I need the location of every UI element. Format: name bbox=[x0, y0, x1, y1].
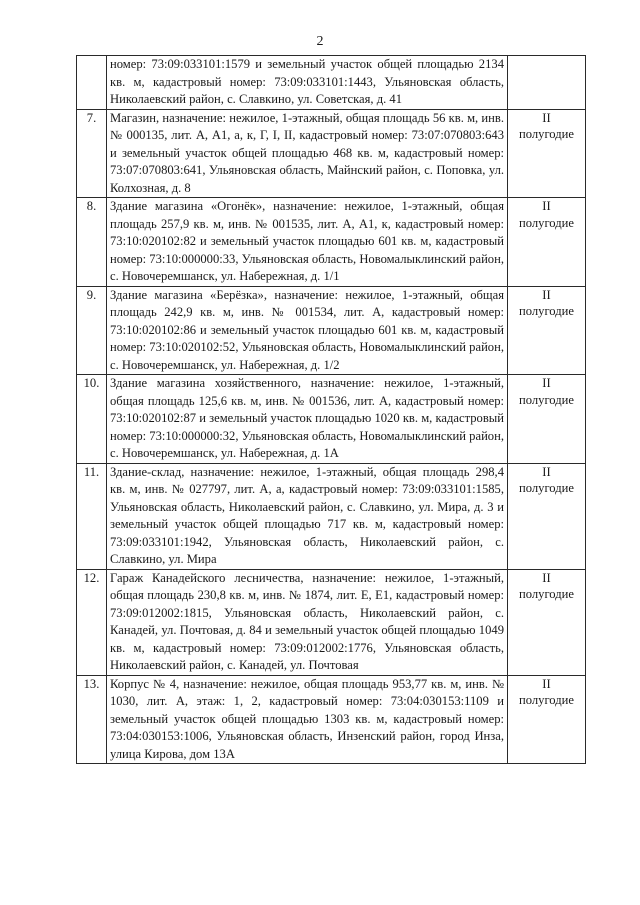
row-description: Корпус № 4, назначение: нежилое, общая площадь 953,77 кв. м, инв. № 1030, лит. А, этаж: 1, 2, кадастровый номер: 73:04:030153:1109 и земельный участок общей площадью 1303 кв. м, кадастровый номер: 73:04:030153:1006, Ульяновская область, Инзенский район, город Инза, улица Кирова, дом 13А bbox=[107, 675, 508, 764]
row-period bbox=[508, 286, 586, 375]
row-description: Здание магазина «Берёзка», назначение: нежилое, 1-этажный, общая площадь 242,9 кв. м, инв. № 001534, лит. А, кадастровый номер: 73:10:020102:86 и земельный участок площадью 601 кв. м, кадастровый номер: 73:10:020102:52, Ульяновская область, Новомалыклинский район, с. Новочеремшанск, ул. Набережная, д. 1/2 bbox=[107, 286, 508, 375]
page-number: 2 bbox=[316, 34, 324, 49]
row-number: 11. bbox=[77, 463, 107, 569]
row-period bbox=[508, 56, 586, 110]
period-label: полугодие bbox=[519, 127, 574, 141]
period-label: полугодие bbox=[519, 693, 574, 707]
table-row bbox=[77, 198, 586, 287]
row-period bbox=[508, 675, 586, 764]
row-number: 7. bbox=[77, 109, 107, 198]
period-half: II bbox=[542, 287, 551, 302]
row-period bbox=[508, 375, 586, 464]
period-half: II bbox=[542, 199, 551, 213]
table-row bbox=[77, 109, 586, 198]
table-row bbox=[77, 463, 586, 569]
table-row bbox=[77, 286, 586, 375]
row-number: 8. bbox=[77, 198, 107, 287]
row-number: 9. bbox=[77, 286, 107, 375]
row-description: Здание-склад, назначение: нежилое, 1-этажный, общая площадь 298,4 кв. м, инв. № 027797, лит. А, а, кадастровый номер: 73:09:033101:1585, Ульяновская область, Николаевский район, с. Славкино, ул. Мира, д. 3 и земельный участок общей площадью 717 кв. м, кадастровый номер: 73:09:033101:1942, Ульяновская область, Николаевский район, с. Славкино, ул. Мира bbox=[107, 463, 508, 569]
row-number: 10. bbox=[77, 375, 107, 464]
period-label: полугодие bbox=[519, 392, 574, 407]
period-half: II bbox=[542, 570, 551, 585]
row-description: Гараж Канадейского лесничества, назначение: нежилое, 1-этажный, общая площадь 230,8 кв. м, инв. № 1874, лит. Е, Е1, кадастровый номер: 73:09:012002:1815, Ульяновская область, Николаевский район, с. Канадей, ул. Почтовая, д. 84 и земельный участок общей площадью 1049 кв. м, кадастровый номер: 73:09:012002:1776, Ульяновская область, Николаевский район, с. Канадей, ул. Почтовая bbox=[107, 569, 508, 675]
period-half: II bbox=[542, 376, 551, 390]
row-period bbox=[508, 198, 586, 287]
period-half: II bbox=[542, 110, 551, 125]
row-period bbox=[508, 463, 586, 569]
table-row bbox=[77, 569, 586, 675]
row-number: 12. bbox=[77, 569, 107, 675]
period-half: II bbox=[542, 676, 551, 691]
table-row bbox=[77, 375, 586, 464]
period-half: II bbox=[542, 464, 551, 479]
row-description: Здание магазина хозяйственного, назначение: нежилое, 1-этажный, общая площадь 125,6 кв. м, инв. № 001536, лит. А, кадастровый номер: 73:10:020102:87 и земельный участок площадью 1020 кв. м, кадастровый номер: 73:10:000000:32, Ульяновская область, Новомалыклинский район, с. Новочеремшанск, ул. Набережная, д. 1А bbox=[107, 375, 508, 464]
property-table bbox=[76, 55, 586, 764]
row-period bbox=[508, 569, 586, 675]
table-row bbox=[77, 56, 586, 110]
row-description: номер: 73:09:033101:1579 и земельный участок общей площадью 2134 кв. м, кадастровый номер: 73:09:033101:1443, Ульяновская область, Николаевский район, с. Славкино, ул. Советская, д. 41 bbox=[107, 56, 508, 110]
period-label: полугодие bbox=[519, 587, 574, 601]
row-period bbox=[508, 109, 586, 198]
period-label: полугодие bbox=[519, 481, 574, 495]
table-row bbox=[77, 675, 586, 764]
row-description: Магазин, назначение: нежилое, 1-этажный, общая площадь 56 кв. м, инв. № 000135, лит. А, А1, а, к, Г, I, II, кадастровый номер: 73:07:070803:643 и земельный участок общей площадью 468 кв. м, кадастровый номер: 73:07:070803:641, Ульяновская область, Майнский район, с. Поповка, ул. Колхозная, д. 8 bbox=[107, 109, 508, 198]
period-label: полугодие bbox=[519, 304, 574, 318]
row-number: 13. bbox=[77, 675, 107, 764]
row-description: Здание магазина «Огонёк», назначение: нежилое, 1-этажный, общая площадь 257,9 кв. м, инв. № 001535, лит. А, А1, к, кадастровый номер: 73:10:020102:82 и земельный участок площадью 601 кв. м, кадастровый номер: 73:10:000000:33, Ульяновская область, Новомалыклинский район, с. Новочеремшанск, ул. Набережная, д. 1/1 bbox=[107, 198, 508, 287]
row-number bbox=[77, 56, 107, 110]
period-label: полугодие bbox=[519, 215, 574, 230]
